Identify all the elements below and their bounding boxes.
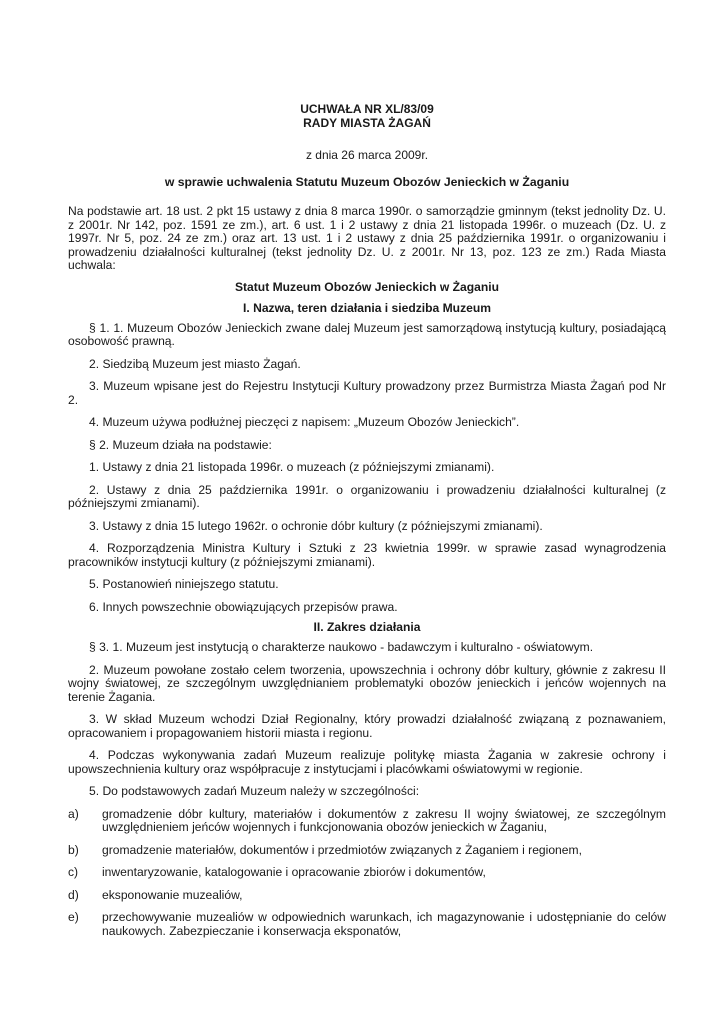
council-name: RADY MIASTA ŻAGAŃ — [303, 116, 431, 130]
list-item — [68, 866, 666, 880]
list-marker: b) — [68, 842, 79, 857]
resolution-subject: w sprawie uchwalenia Statutu Muzeum Obozów Jenieckich w Żaganiu — [164, 175, 570, 189]
list-item — [68, 911, 666, 938]
document-page — [68, 102, 666, 938]
list-item — [68, 889, 666, 903]
list-item-text: gromadzenie materiałów, dokumentów i przedmiotów związanych z Żaganiem i regionem, — [102, 842, 582, 857]
list-marker: d) — [68, 887, 79, 902]
paragraph: § 3. 1. Muzeum jest instytucją o charakterze naukowo - badawczym i kulturalno - oświatowym. — [89, 640, 594, 654]
paragraph: 4. Muzeum używa podłużnej pieczęci z napisem: „Muzeum Obozów Jenieckich”. — [89, 415, 520, 429]
paragraph: 3. Ustawy z dnia 15 lutego 1962r. o ochronie dóbr kultury (z późniejszymi zmianami). — [89, 518, 543, 533]
resolution-number: UCHWAŁA NR XL/83/09 — [300, 102, 434, 116]
paragraph: 4. Rozporządzenia Ministra Kultury i Sztuki z 23 kwietnia 1999r. w sprawie zasad wynagrodzenia pracowników instytucji kultury (z późniejszymi zmianami). — [68, 541, 666, 569]
statute-title: Statut Muzeum Obozów Jenieckich w Żaganiu — [234, 279, 500, 294]
list-item — [68, 844, 666, 858]
paragraph: 2. Siedzibą Muzeum jest miasto Żagań. — [89, 356, 301, 371]
list-marker: e) — [68, 910, 79, 924]
chapter-1-title: I. Nazwa, teren działania i siedziba Muzeum — [243, 300, 491, 315]
paragraph: 2. Ustawy z dnia 25 października 1991r. o organizowaniu i prowadzeniu działalności kulturalnej (z późniejszymi zmianami). — [68, 482, 666, 510]
chapter-2-title: II. Zakres działania — [313, 620, 421, 634]
list-item-text: inwentaryzowanie, katalogowanie i opracowanie zbiorów i dokumentów, — [102, 865, 486, 879]
list-item-text: eksponowanie muzealiów, — [102, 887, 243, 902]
paragraph: § 2. Muzeum działa na podstawie: — [89, 437, 272, 452]
paragraph: 3. W skład Muzeum wchodzi Dział Regionalny, który prowadzi działalność związaną z poznawaniem, opracowaniem i propagowaniem historii miasta i regionu. — [68, 712, 666, 740]
list-marker: a) — [68, 806, 79, 821]
list-marker: c) — [68, 865, 79, 879]
list-item-text: przechowywanie muzealiów w odpowiednich warunkach, ich magazynowanie i udostępnianie do celów naukowych. Zabezpieczanie i konserwacja eksponatów, — [102, 910, 666, 938]
paragraph: 5. Postanowień niniejszego statutu. — [89, 577, 279, 591]
resolution-date: z dnia 26 marca 2009r. — [305, 148, 429, 162]
paragraph: 3. Muzeum wpisane jest do Rejestru Instytucji Kultury prowadzony przez Burmistrza Miasta Żagań pod Nr 2. — [68, 379, 666, 407]
paragraph: § 1. 1. Muzeum Obozów Jenieckich zwane dalej Muzeum jest samorządową instytucją kultury, posiadającą osobowość prawną. — [68, 320, 666, 348]
paragraph: 1. Ustawy z dnia 21 listopada 1996r. o muzeach (z późniejszymi zmianami). — [89, 460, 495, 474]
paragraph: 6. Innych powszechnie obowiązujących przepisów prawa. — [89, 599, 398, 614]
list-item-text: gromadzenie dóbr kultury, materiałów i dokumentów z zakresu II wojny światowej, ze szczególnym uwzględnieniem jeńców wojennych i funkcjonowania obozów jenieckich w Żaganiu, — [102, 806, 666, 834]
list-item — [68, 808, 666, 835]
legal-basis-intro: Na podstawie art. 18 ust. 2 pkt 15 ustawy z dnia 8 marca 1990r. o samorządzie gminnym (tekst jednolity Dz. U. z 2001r. Nr 142, poz. 1591 ze zm.), art. 6 ust. 1 i 2 ustawy z dnia 21 listopada 1996r. o muzeach (Dz. U. z 1997r. Nr 5, poz. 24 ze zm.) oraz art. 13 ust. 1 i 2 ustawy z dnia 25 października 1991r. o organizowaniu i prowadzeniu działalności kulturalnej (tekst jednolity Dz. U. z 2001r. Nr 13, poz. 123 ze zm.) Rada Miasta uchwala: — [68, 204, 666, 272]
paragraph: 5. Do podstawowych zadań Muzeum należy w szczególności: — [89, 784, 420, 798]
paragraph: 4. Podczas wykonywania zadań Muzeum realizuje politykę miasta Żagania w zakresie ochrony i upowszechnienia kultury oraz współpracuje z instytucjami i placówkami oświatowymi w regionie. — [68, 748, 666, 776]
paragraph: 2. Muzeum powołane zostało celem tworzenia, upowszechnia i ochrony dóbr kultury, głównie z zakresu II wojny światowej, ze szczególnym uwzględnianiem problematyki obozów jenieckich i jeńców wojennych na terenie Żagania. — [68, 662, 666, 704]
